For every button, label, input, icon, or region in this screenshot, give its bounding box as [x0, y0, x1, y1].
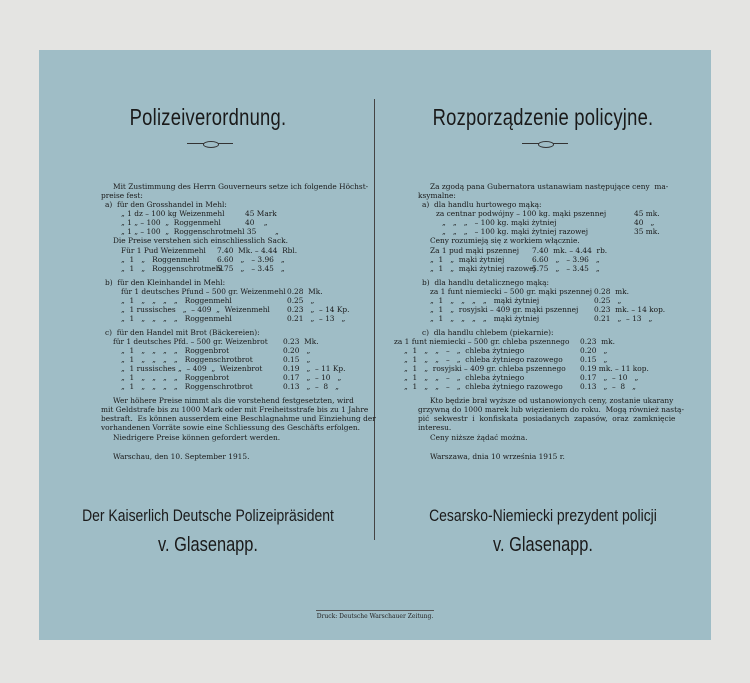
table-row-label: „ 1 „ „ – „ chleba żytniego razowego [404, 382, 563, 391]
german-intro-1: Mit Zustimmung des Herrn Gouverneurs setze ich folgende Höchst- [113, 182, 369, 191]
table-row-label: „ „ „ – 100 kg. mąki żytniej razowej [442, 227, 589, 236]
table-row-price: 7.40 Mk. – 4.44 Rbl. [217, 246, 298, 255]
printer-imprint: Druck: Deutsche Warschauer Zeitung. [316, 613, 434, 620]
table-row-label: „ 1 „ Roggenmehl [121, 255, 200, 264]
table-row-label: für 1 deutsches Pfund – 500 gr. Weizenmehl [121, 287, 286, 296]
table-row-label: „ 1 „ „ „ „ mąki żytniej [430, 296, 540, 305]
table-row-price: 5.75 „ – 3.45 „ [532, 264, 600, 273]
table-row-label: für 1 deutsches Pfd. – 500 gr. Weizenbrot [113, 337, 268, 346]
table-row-label: „ 1 „ „ „ „ Roggenmehl [121, 296, 232, 305]
table-row-price: 0.23 mk. – 14 kop. [594, 305, 666, 314]
table-row-price: 0.21 „ – 13 „ [287, 314, 346, 323]
german-intro-2: preise fest: [101, 191, 143, 200]
polish-section-a-heading: a) dla handlu hurtowego mąką: [422, 200, 542, 209]
table-row-label: „ 1 russisches „ – 409 „ Weizenbrot [121, 364, 263, 373]
polish-section-b-heading: b) dla handlu detalicznego mąką: [422, 278, 549, 287]
table-row-label: „ 1 „ rosyjski – 409 gr. mąki pszennej [430, 305, 579, 314]
polish-section-c-heading: c) dla handlu chlebem (piekarnie): [422, 328, 554, 337]
german-date: Warschau, den 10. September 1915. [113, 452, 250, 461]
table-row-label: „ 1 „ rosyjski – 409 gr. chleba pszennego [404, 364, 566, 373]
table-row-price: „ [275, 227, 279, 236]
polish-lower-prices-note: Ceny niższe żądać można. [430, 433, 528, 442]
table-row-label: „ 1 „ – 100 „ Roggenmehl [121, 218, 221, 227]
table-row-price: 0.17 „ – 10 „ [580, 373, 639, 382]
table-row-label: Za 1 pud mąki pszennej [430, 246, 520, 255]
table-row-label: „ 1 „ „ „ „ mąki żytniej [430, 314, 540, 323]
table-row-price: 7.40 mk. – 4.44 rb. [532, 246, 608, 255]
table-row-price: 0.20 „ [580, 346, 608, 355]
polish-penalty-line: interesu. [418, 423, 452, 432]
german-sack-note: Die Preise verstehen sich einschliesslich Sack. [113, 236, 288, 245]
german-penalty-line: mit Geldstrafe bis zu 1000 Mark oder mit Freiheitsstrafe bis zu 1 Jahre [101, 405, 369, 414]
table-row-price: 0.13 „ – 8 „ [580, 382, 637, 391]
table-row-label: za 1 funt niemiecki – 500 gr. chleba pszennego [394, 337, 570, 346]
column-divider [374, 99, 375, 540]
table-row-label: „ 1 „ „ „ „ Roggenschrotbrot [121, 355, 253, 364]
table-row-price: 0.17 „ – 10 „ [283, 373, 342, 382]
polish-intro-1: Za zgodą pana Gubernatora ustanawiam następujące ceny ma- [430, 182, 669, 191]
polish-title: Rozporządzenie policyjne. [432, 104, 654, 130]
table-row-price: 0.25 „ [594, 296, 622, 305]
table-row-price: 5.75 „ – 3.45 „ [217, 264, 285, 273]
table-row-label: „ 1 „ mąki żytniej [430, 255, 505, 264]
poster-sheet [39, 50, 711, 640]
table-row-price: 0.20 „ [283, 346, 311, 355]
table-row-label: „ „ „ – 100 kg. mąki żytniej [442, 218, 557, 227]
table-row-label: „ 1 „ „ – „ chleba żytniego razowego [404, 355, 563, 364]
polish-penalty-line: pić sekwestr i konfiskata posiadanych zapasów, oraz zamknięcie [418, 414, 676, 423]
table-row-label: „ 1 russisches „ – 409 „ Weizenmehl [121, 305, 270, 314]
polish-signature-name: v. Glasenapp. [493, 534, 593, 556]
german-penalty-line: vorhandenen Vorräte sowie eine Schliessung des Geschäfts erfolgen. [101, 423, 360, 432]
table-row-price: 0.19 „ – 11 Kp. [283, 364, 346, 373]
table-row-price: 0.15 „ [580, 355, 608, 364]
table-row-price: 45 mk. [634, 209, 660, 218]
table-row-price: 0.23 mk. [580, 337, 615, 346]
german-section-a-heading: a) für den Grosshandel in Mehl: [105, 200, 227, 209]
table-row-label: „ 1 „ Roggenschrotmehl [121, 264, 223, 273]
german-signature-title: Der Kaiserlich Deutsche Polizeipräsident [82, 506, 334, 525]
table-row-price: 0.28 Mk. [287, 287, 323, 296]
table-row-label: za 1 funt niemiecki – 500 gr. mąki pszennej [430, 287, 593, 296]
german-penalty-line: bestraft. Es können ausserdem eine Beschlagnahme und Einziehung der [101, 414, 376, 423]
table-row-label: Für 1 Pud Weizenmehl [121, 246, 206, 255]
german-lower-prices-note: Niedrigere Preise können gefordert werden. [113, 433, 281, 442]
table-row-label: „ 1 „ „ „ „ Roggenschrotbrot [121, 382, 253, 391]
table-row-label: za centnar podwójny – 100 kg. mąki pszennej [436, 209, 607, 218]
table-row-price: 40 „ [634, 218, 655, 227]
table-row-label: „ 1 „ „ „ „ Roggenbrot [121, 346, 230, 355]
table-row-price: 0.15 „ [283, 355, 311, 364]
table-row-price: 0.19 mk. – 11 kop. [580, 364, 649, 373]
table-row-price: 0.21 „ – 13 „ [594, 314, 653, 323]
german-penalty-line: Wer höhere Preise nimmt als die vorstehend festgesetzten, wird [113, 396, 354, 405]
table-row-price: 0.28 mk. [594, 287, 629, 296]
title-ornament [522, 140, 568, 148]
table-row-price: 0.25 „ [287, 296, 315, 305]
polish-penalty-line: Kto będzie brał wyższe od ustanowionych ceny, zostanie ukarany [430, 396, 674, 405]
table-row-label: „ 1 „ „ – „ chleba żytniego [404, 346, 525, 355]
german-title: Polizeiverordnung. [129, 104, 287, 130]
german-section-b-heading: b) für den Kleinhandel in Mehl: [105, 278, 226, 287]
polish-date: Warszawa, dnia 10 września 1915 r. [430, 452, 565, 461]
polish-penalty-line: grzywną do 1000 marek lub więzieniem do roku. Mogą również nastą- [418, 405, 684, 414]
polish-sack-note: Ceny rozumieją się z workiem włącznie. [430, 236, 580, 245]
table-row-label: „ 1 dz – 100 kg Weizenmehl [121, 209, 225, 218]
table-row-price: 40 „ [245, 218, 268, 227]
table-row-price: 45 Mark [245, 209, 277, 218]
table-row-label: „ 1 „ „ „ „ Roggenmehl [121, 314, 232, 323]
table-row-price: 0.23 „ – 14 Kp. [287, 305, 350, 314]
polish-intro-2: ksymalne: [418, 191, 456, 200]
table-row-label: „ 1 „ „ „ „ Roggenbrot [121, 373, 230, 382]
table-row-price: 0.23 Mk. [283, 337, 319, 346]
table-row-price: 6.60 „ – 3.96 „ [217, 255, 285, 264]
table-row-price: 0.13 „ – 8 „ [283, 382, 340, 391]
german-signature-name: v. Glasenapp. [158, 534, 258, 556]
polish-column [384, 50, 702, 640]
polish-signature-title: Cesarsko-Niemiecki prezydent policji [429, 506, 657, 525]
table-row-label: „ 1 „ mąki żytniej razowej [430, 264, 536, 273]
table-row-label: „ 1 „ – 100 „ Roggenschrotmehl 35 [121, 227, 257, 236]
table-row-price: 35 mk. [634, 227, 660, 236]
german-section-c-heading: c) für den Handel mit Brot (Bäckereien): [105, 328, 260, 337]
table-row-label: „ 1 „ „ – „ chleba żytniego [404, 373, 525, 382]
table-row-price: 6.60 „ – 3.96 „ [532, 255, 600, 264]
title-ornament [187, 140, 233, 148]
